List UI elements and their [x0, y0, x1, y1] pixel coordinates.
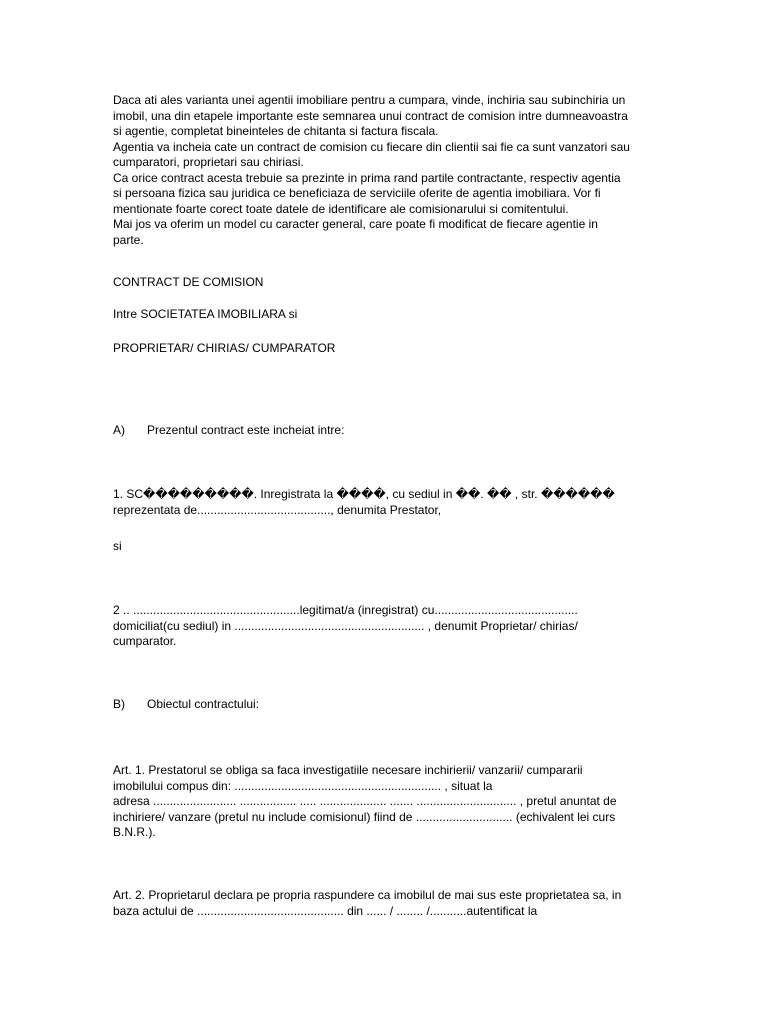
party-2-line: cumparator.: [113, 634, 177, 648]
section-b-label: B): [113, 697, 125, 711]
intro-line: cumparatori, proprietari sau chiriasi.: [113, 155, 304, 169]
intro-line: si agentie, completat bineinteles de chitanta si factura fiscala.: [113, 124, 439, 138]
intro-paragraph: [113, 93, 653, 248]
intro-line: imobil, una din etapele importante este semnarea unui contract de comision intre dumneavoastra: [113, 108, 628, 123]
intro-line: mentionate foarte corect toate datele de identificare ale comisionarului si comitentului.: [113, 201, 569, 216]
section-b-text: Obiectul contractului:: [147, 697, 260, 711]
section-a-label: A): [113, 423, 125, 437]
section-a-heading: [113, 423, 653, 439]
party-1-paragraph: [113, 487, 653, 518]
party-1-line: 1. SC���������. Inregistrata la ����, cu sediul in ��. �� , str. ������: [113, 487, 615, 501]
conjunction-si: si: [113, 539, 122, 553]
party-2-line: 2 .. ..................................................legitimat/a (inregistrat) cu...........................................: [113, 603, 578, 617]
intro-line: si persoana fizica sau juridica ce beneficiaza de serviciile oferite de agentia imobiliara. Vor fi: [113, 186, 601, 200]
intro-line: Agentia va incheia cate un contract de comision cu fiecare din clientii sai fie ca sunt vanzatori sau: [113, 139, 630, 154]
article-1-line: Art. 1. Prestatorul se obliga sa faca investigatiile necesare inchirierii/ vanzarii/ cumpararii: [113, 763, 583, 777]
contract-between: Intre SOCIETATEA IMOBILIARA si: [113, 307, 298, 321]
article-2-line: Art. 2. Proprietarul declara pe propria raspundere ca imobilul de mai sus este proprietatea sa, in: [113, 888, 622, 902]
party-2-paragraph: [113, 603, 653, 650]
article-2-paragraph: [113, 888, 653, 919]
intro-line: parte.: [113, 232, 144, 247]
section-a-text: Prezentul contract este incheiat intre:: [147, 423, 345, 437]
article-1-paragraph: [113, 763, 653, 841]
intro-line: Mai jos va oferim un model cu caracter general, care poate fi modificat de fiecare agentie in: [113, 217, 598, 231]
contract-title: CONTRACT DE COMISION: [113, 275, 264, 289]
intro-line: Ca orice contract acesta trebuie sa prezinte in prima rand partile contractante, respectiv agentia: [113, 170, 621, 185]
article-1-line: inchiriere/ vanzare (pretul nu include comisionul) fiind de ............................. (echivalent lei curs: [113, 809, 616, 824]
party-1-line: reprezentata de........................................, denumita Prestator,: [113, 502, 442, 517]
article-2-line: baza actului de ............................................ din ...... / ........ /...........autentificat la: [113, 903, 538, 918]
section-b-heading: [113, 697, 653, 713]
article-1-line: B.N.R.).: [113, 825, 156, 839]
contract-parties: PROPRIETAR/ CHIRIAS/ CUMPARATOR: [113, 341, 336, 355]
article-1-line: imobilului compus din: .............................................................. , situat la: [113, 778, 493, 793]
intro-line: Daca ati ales varianta unei agentii imobiliare pentru a cumpara, vinde, inchiria sau subinchiria un: [113, 93, 626, 107]
article-1-line: adresa ......................... ................. ..... .................... ....... .............................. , pretul anuntat de: [113, 794, 617, 808]
party-2-line: domiciliat(cu sediul) in ......................................................... , denumit Proprietar/ chirias/: [113, 618, 578, 633]
